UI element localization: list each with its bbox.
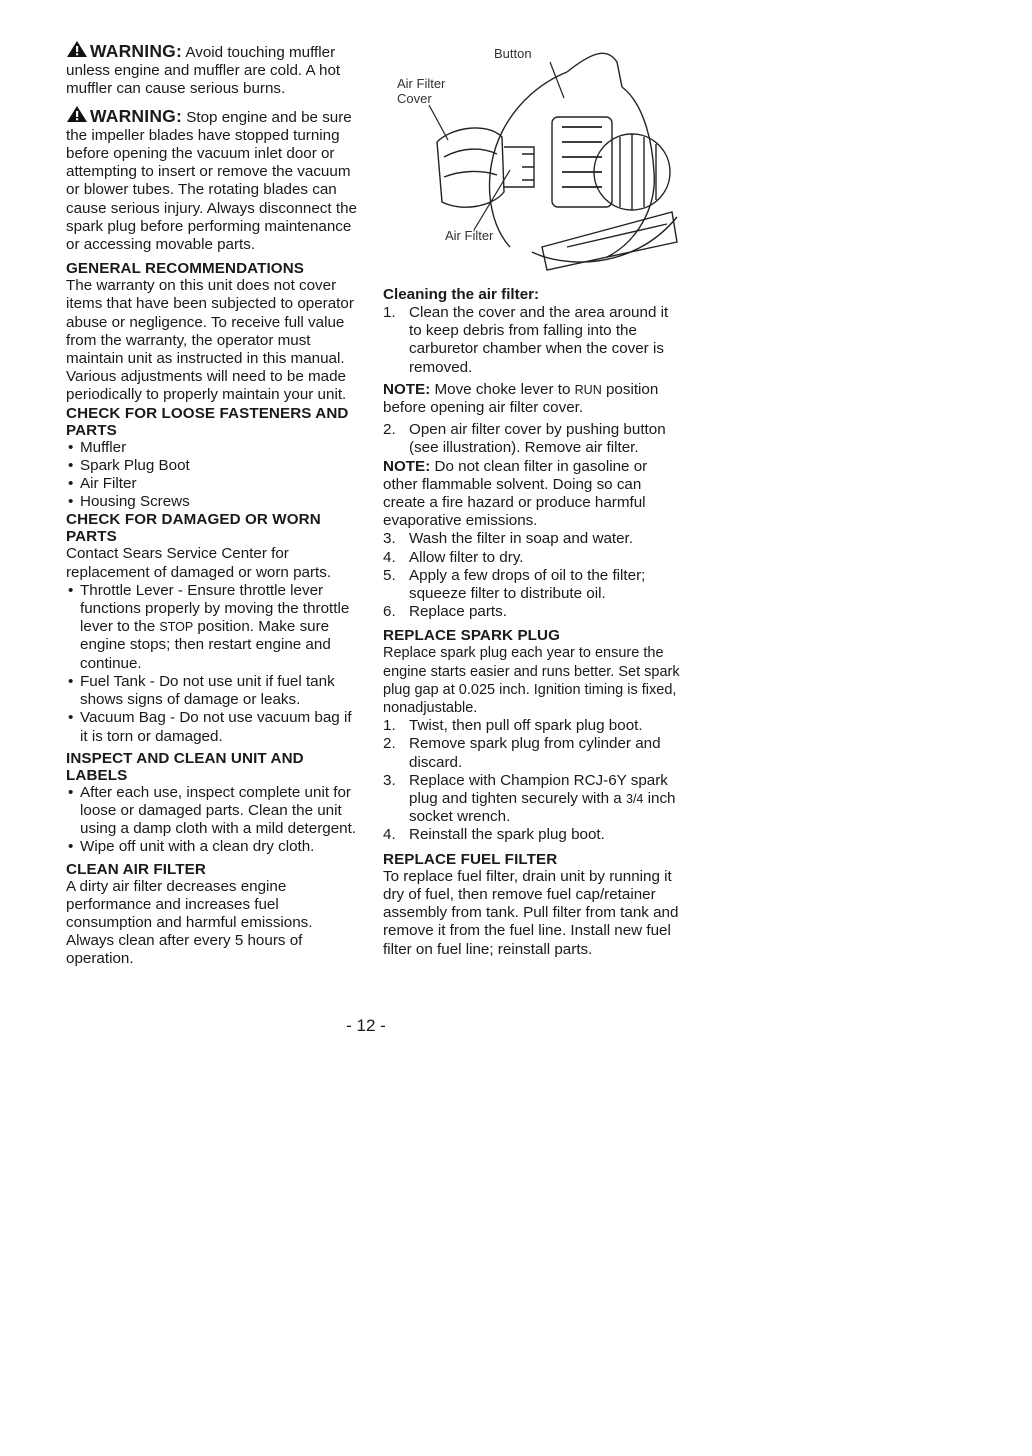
page-number: - 12 -: [346, 1016, 386, 1035]
air-filter-label: Air Filter: [445, 228, 494, 243]
list-item: • Wipe off unit with a clean dry cloth.: [66, 838, 362, 856]
list-item: 1. Twist, then pull off spark plug boot.: [383, 717, 643, 735]
cleaning-steps: [383, 421, 683, 457]
check-damaged-text: Contact Sears Service Center for replacement of damaged or worn parts.: [66, 545, 332, 581]
list-item: 2. Remove spark plug from cylinder and discard.: [383, 735, 661, 771]
clean-air-filter-heading: CLEAN AIR FILTER: [66, 860, 206, 878]
general-recommendations-text: The warranty on this unit does not cover items that have been subjected to operator abuse or negligence. To receive full value from the warranty, the operator must maintain unit as instructed in this manual. Various adjustments will need to be made periodically to properly maintain your unit.: [66, 277, 354, 404]
list-item: 3. Replace with Champion RCJ-6Y spark plug and tighten securely with a 3/4 inch socket wrench.: [383, 771, 676, 826]
warning-label: WARNING:: [90, 41, 183, 61]
cleaning-steps: [383, 304, 683, 377]
replace-spark-plug-text: Replace spark plug each year to ensure the engine starts easier and runs better. Set spark plug gap at 0.025 inch. Ignition timing is fixed, nonadjustable.: [383, 645, 680, 717]
left-column: [66, 40, 362, 969]
note-label: NOTE:: [383, 457, 431, 475]
run-position-text: RUN: [574, 382, 602, 397]
note-choke: NOTE: Move choke lever to RUN position before opening air filter cover.: [383, 380, 659, 417]
replace-fuel-filter-heading: REPLACE FUEL FILTER: [383, 850, 558, 868]
warning-impeller: [66, 105, 362, 255]
warning-triangle-icon: [66, 105, 88, 123]
list-item: • After each use, inspect complete unit for loose or damaged parts. Clean the unit using a damp cloth with a mild detergent.: [66, 784, 362, 839]
replace-fuel-filter-text: To replace fuel filter, drain unit by running it dry of fuel, then remove fuel cap/retainer assembly from tank. Pull filter from tank and remove it from the fuel line. Install new fuel filter on fuel line; reinstall parts.: [383, 867, 679, 958]
list-item: • Fuel Tank - Do not use unit if fuel tank shows signs of damage or leaks.: [66, 673, 362, 709]
stop-position-text: STOP: [159, 620, 194, 635]
note-label: NOTE:: [383, 380, 431, 398]
air-filter-illustration: [392, 42, 682, 274]
list-item: • Spark Plug Boot: [66, 457, 362, 475]
list-item: 4. Allow filter to dry.: [383, 548, 524, 566]
warning-triangle-icon: [66, 40, 88, 58]
check-loose-heading: CHECK FOR LOOSE FASTENERS AND PARTS: [66, 404, 349, 439]
list-item: • Air Filter: [66, 475, 362, 493]
inspect-clean-heading: INSPECT AND CLEAN UNIT AND LABELS: [66, 749, 304, 784]
note-solvent: NOTE: Do not clean filter in gasoline or other flammable solvent. Doing so can create a fire hazard or produce harmful evaporative emissions.: [383, 457, 648, 530]
list-item: 3. Wash the filter in soap and water.: [383, 530, 633, 548]
list-item: 1. Clean the cover and the area around it to keep debris from falling into the carburetor chamber when the cover is removed.: [383, 304, 669, 376]
list-item: 5. Apply a few drops of oil to the filter; squeeze filter to distribute oil.: [383, 566, 646, 603]
general-recommendations-heading: GENERAL RECOMMENDATIONS: [66, 260, 304, 278]
button-label: Button: [494, 46, 532, 61]
clean-air-filter-text: A dirty air filter decreases engine performance and increases fuel consumption and harmful emissions. Always clean after every 5 hours of operation.: [66, 877, 313, 968]
spark-plug-steps: [383, 717, 683, 844]
list-item: • Throttle Lever - Ensure throttle lever functions properly by moving the throttle lever to the STOP position. Make sure engine stops; then restart engine and continue.: [66, 582, 362, 673]
air-filter-cover-label: Air Filter: [397, 76, 446, 91]
air-filter-cover-label: Cover: [397, 91, 432, 106]
fraction-text: 3/4: [626, 792, 644, 807]
warning-label: WARNING:: [90, 105, 183, 126]
cleaning-steps: [383, 530, 683, 621]
right-column: [383, 286, 683, 959]
warning-text: Stop engine and be sure the impeller blades have stopped turning before opening the vacuum inlet door or attempting to insert or remove the vacuum or blower tubes. The rotating blades can cause serious injury. Always disconnect the spark plug before performing maintenance or accessing movable parts.: [66, 108, 357, 254]
list-item: 6. Replace parts.: [383, 603, 507, 621]
damaged-parts-list: [66, 582, 362, 746]
cleaning-air-filter-heading: Cleaning the air filter:: [383, 286, 540, 303]
list-item: • Muffler: [66, 439, 362, 457]
loose-parts-list: [66, 439, 362, 512]
warning-muffler: [66, 40, 362, 99]
check-damaged-heading: CHECK FOR DAMAGED OR WORN PARTS: [66, 511, 321, 546]
warning-text: Avoid touching muffler unless engine and muffler are cold. A hot muffler can cause serious burns.: [66, 44, 341, 98]
inspect-list: [66, 784, 362, 857]
list-item: • Vacuum Bag - Do not use vacuum bag if it is torn or damaged.: [66, 709, 362, 745]
list-item: 4. Reinstall the spark plug boot.: [383, 826, 605, 844]
list-item: 2. Open air filter cover by pushing button (see illustration). Remove air filter.: [383, 421, 666, 457]
list-item: • Housing Screws: [66, 493, 362, 511]
replace-spark-plug-heading: REPLACE SPARK PLUG: [383, 627, 561, 645]
